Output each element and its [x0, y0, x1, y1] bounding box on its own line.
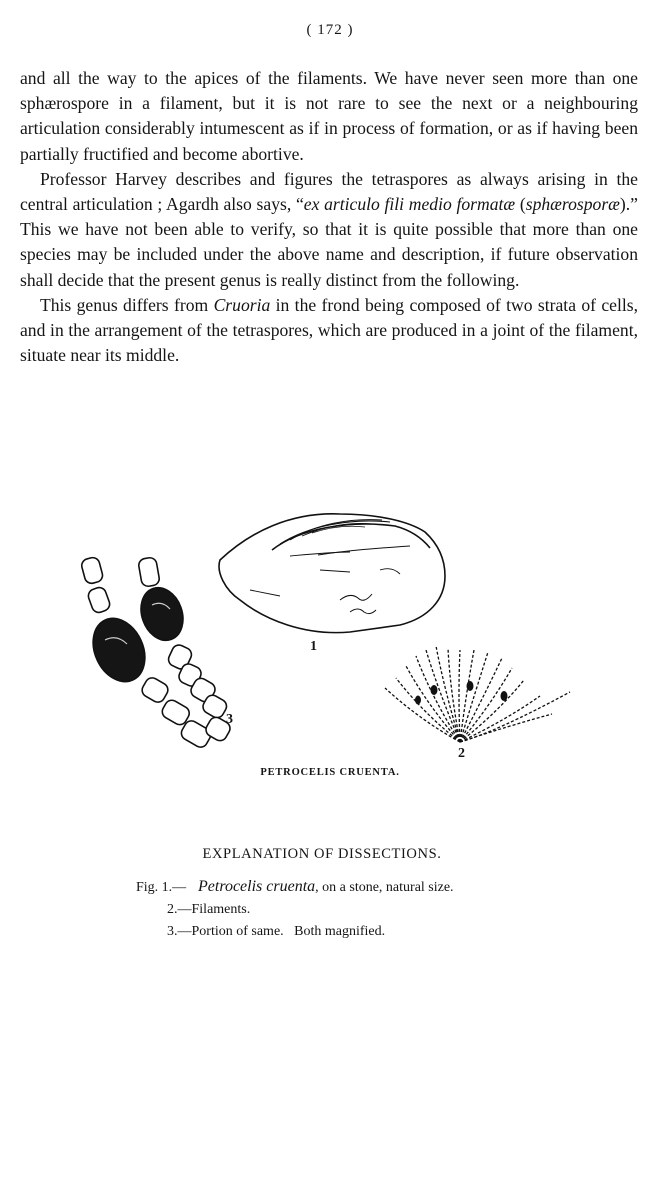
explanation-item-label: Fig. 1.— [136, 880, 187, 895]
page-number: ( 172 ) [306, 22, 354, 38]
explanation-item-text: , on a stone, natural size. [315, 880, 454, 895]
explanation-list [136, 876, 556, 943]
genus-name: Cruoria [213, 294, 271, 315]
explanation-item-3 [136, 921, 556, 943]
explanation-item-label: 3.— [167, 924, 192, 939]
figure-label-3: 3 [226, 712, 233, 727]
fig-1-stone [219, 514, 445, 633]
paragraph-2: Professor Harvey describes and figures the tetraspores as always arising in the central articulation ; Agardh also says, “ex articulo fili medio formatæ (sphærosporæ).” This we have not been able to verify, so that it is quite possible that more than one species may be included under the above name and description, if future observation shall decide that the present genus is really distinct from the following. [20, 168, 638, 290]
plate-drawing [50, 500, 610, 770]
latin-quote: ex articulo fili medio formatæ [303, 194, 516, 215]
fig-3-filament-cells [80, 556, 232, 750]
explanation-heading: EXPLANATION OF DISSECTIONS. [202, 846, 442, 862]
body-text [20, 66, 638, 368]
explanation-item-text: Filaments. [191, 902, 251, 917]
explanation-item-text: Portion of same. Both magnified. [191, 924, 386, 939]
latin-term: sphærosporæ [525, 194, 620, 215]
species-name: Petrocelis cruenta [198, 878, 316, 895]
fig-2-tetraspores [415, 681, 508, 705]
illustration-plate [50, 500, 610, 770]
figure-label-1: 1 [310, 639, 317, 654]
explanation-item-2 [136, 899, 556, 921]
explanation-item-label: 2.— [167, 902, 192, 917]
plate-caption: PETROCELIS CRUENTA. [260, 767, 400, 778]
figure-label-2: 2 [458, 746, 465, 761]
paragraph-1: and all the way to the apices of the filaments. We have never seen more than one sphærospore in a filament, but it is not rare to see the next or a neighbouring articulation considerably intumescent as if in process of formation, or as if having been partially fructified and become abortive. [20, 68, 638, 164]
paragraph-3: This genus differs from Cruoria in the frond being composed of two strata of cells, and in the arrangement of the tetraspores, which are produced in a joint of the filament, situate near its middle. [20, 294, 639, 366]
fig-2-filaments [385, 646, 570, 742]
explanation-item-1 [136, 876, 556, 899]
